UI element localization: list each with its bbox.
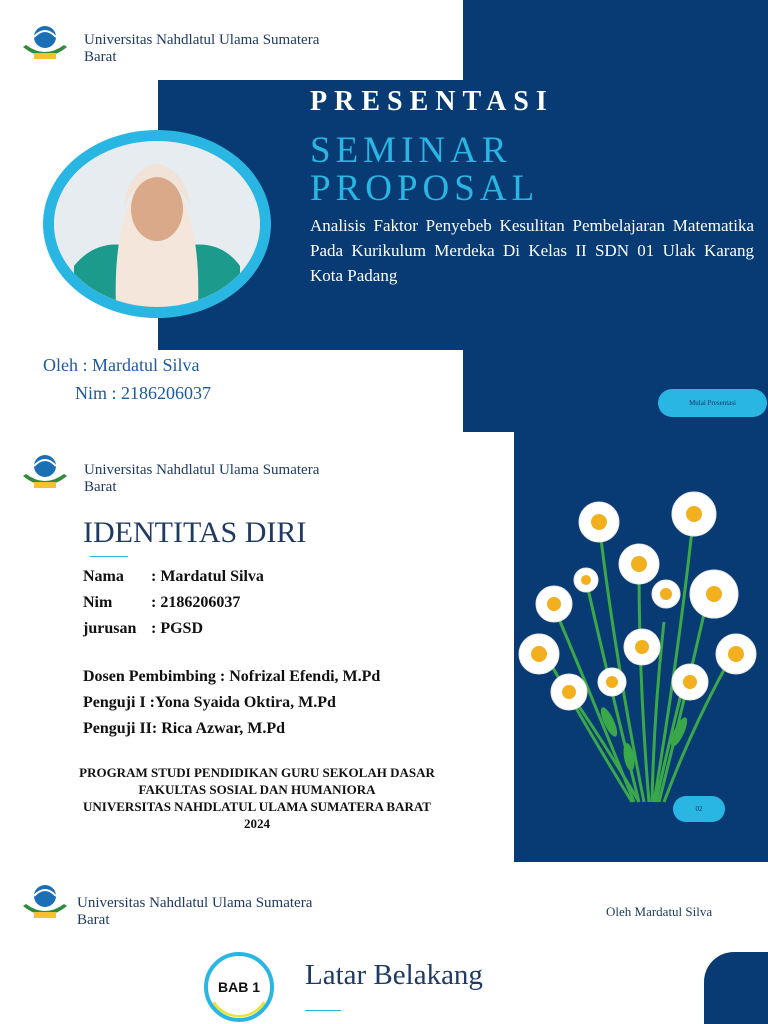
field-value: : 2186206037 — [151, 594, 241, 611]
university-logo-icon — [20, 452, 70, 492]
field-value: : Mardatul Silva — [151, 568, 264, 585]
field-label: Nama — [83, 568, 124, 585]
author-nim: Nim : 2186206037 — [75, 383, 212, 403]
university-name-line2: Barat — [84, 479, 117, 495]
university-logo-icon — [20, 23, 70, 63]
presentation-title: PRESENTASI — [310, 86, 554, 117]
identity-row-major — [83, 620, 203, 638]
slide-cover — [0, 0, 768, 432]
slide-chapter-1 — [0, 864, 768, 1024]
field-value: : PGSD — [151, 620, 203, 637]
university-name-line1: Universitas Nahdlatul Ulama Sumatera — [77, 895, 313, 911]
university-name-line2: Barat — [77, 912, 110, 928]
university-name — [84, 32, 319, 66]
seminar-title: SEMINAR — [310, 130, 512, 171]
thesis-title: Analisis Faktor Penyebeb Kesulitan Pembelajaran Matematika Pada Kurikulum Merdeka Di Kelas II SDN 01 Ulak Karang Kota Padang — [310, 216, 754, 285]
page-number-badge: 02 — [673, 796, 725, 822]
daisy-flowers-illustration — [514, 482, 768, 812]
author-name: Oleh : Mardatul Silva — [43, 355, 200, 375]
heading-underline — [90, 556, 128, 557]
start-presentation-button[interactable]: Mulai Presentasi — [658, 389, 767, 417]
advisor-line: Dosen Pembimbing : Nofrizal Efendi, M.Pd — [83, 668, 381, 685]
field-label: Nim — [83, 594, 113, 611]
university-name — [84, 462, 319, 496]
slide-identity — [0, 432, 768, 864]
footer-university: UNIVERSITAS NAHDLATUL ULAMA SUMATERA BARAT — [83, 799, 431, 814]
footer-program: PROGRAM STUDI PENDIDIKAN GURU SEKOLAH DASAR — [79, 765, 435, 780]
heading-underline — [305, 1010, 341, 1011]
institution-footer — [40, 764, 474, 832]
footer-faculty: FAKULTAS SOSIAL DAN HUMANIORA — [138, 782, 376, 797]
chapter-badge — [204, 952, 274, 1022]
identity-heading: IDENTITAS DIRI — [83, 516, 307, 549]
footer-year: 2024 — [244, 816, 270, 831]
identity-row-name — [83, 568, 264, 586]
university-name-line1: Universitas Nahdlatul Ulama Sumatera — [84, 32, 320, 48]
presenter-photo — [54, 141, 260, 307]
navy-top-band — [463, 0, 768, 80]
chapter-heading: Latar Belakang — [305, 959, 483, 991]
university-name — [77, 895, 312, 929]
field-label: jurusan — [83, 620, 137, 637]
proposal-title: PROPOSAL — [310, 168, 540, 209]
university-logo-icon — [20, 882, 70, 922]
identity-row-nim — [83, 594, 240, 612]
author-name: Oleh Mardatul Silva — [606, 904, 713, 919]
examiner-1-line: Penguji I :Yona Syaida Oktira, M.Pd — [83, 694, 336, 711]
university-name-line1: Universitas Nahdlatul Ulama Sumatera — [84, 462, 320, 478]
navy-corner-shape — [704, 952, 768, 1024]
chapter-badge-label: BAB 1 — [217, 979, 261, 995]
university-name-line2: Barat — [84, 49, 117, 65]
examiner-2-line: Penguji II: Rica Azwar, M.Pd — [83, 720, 286, 737]
